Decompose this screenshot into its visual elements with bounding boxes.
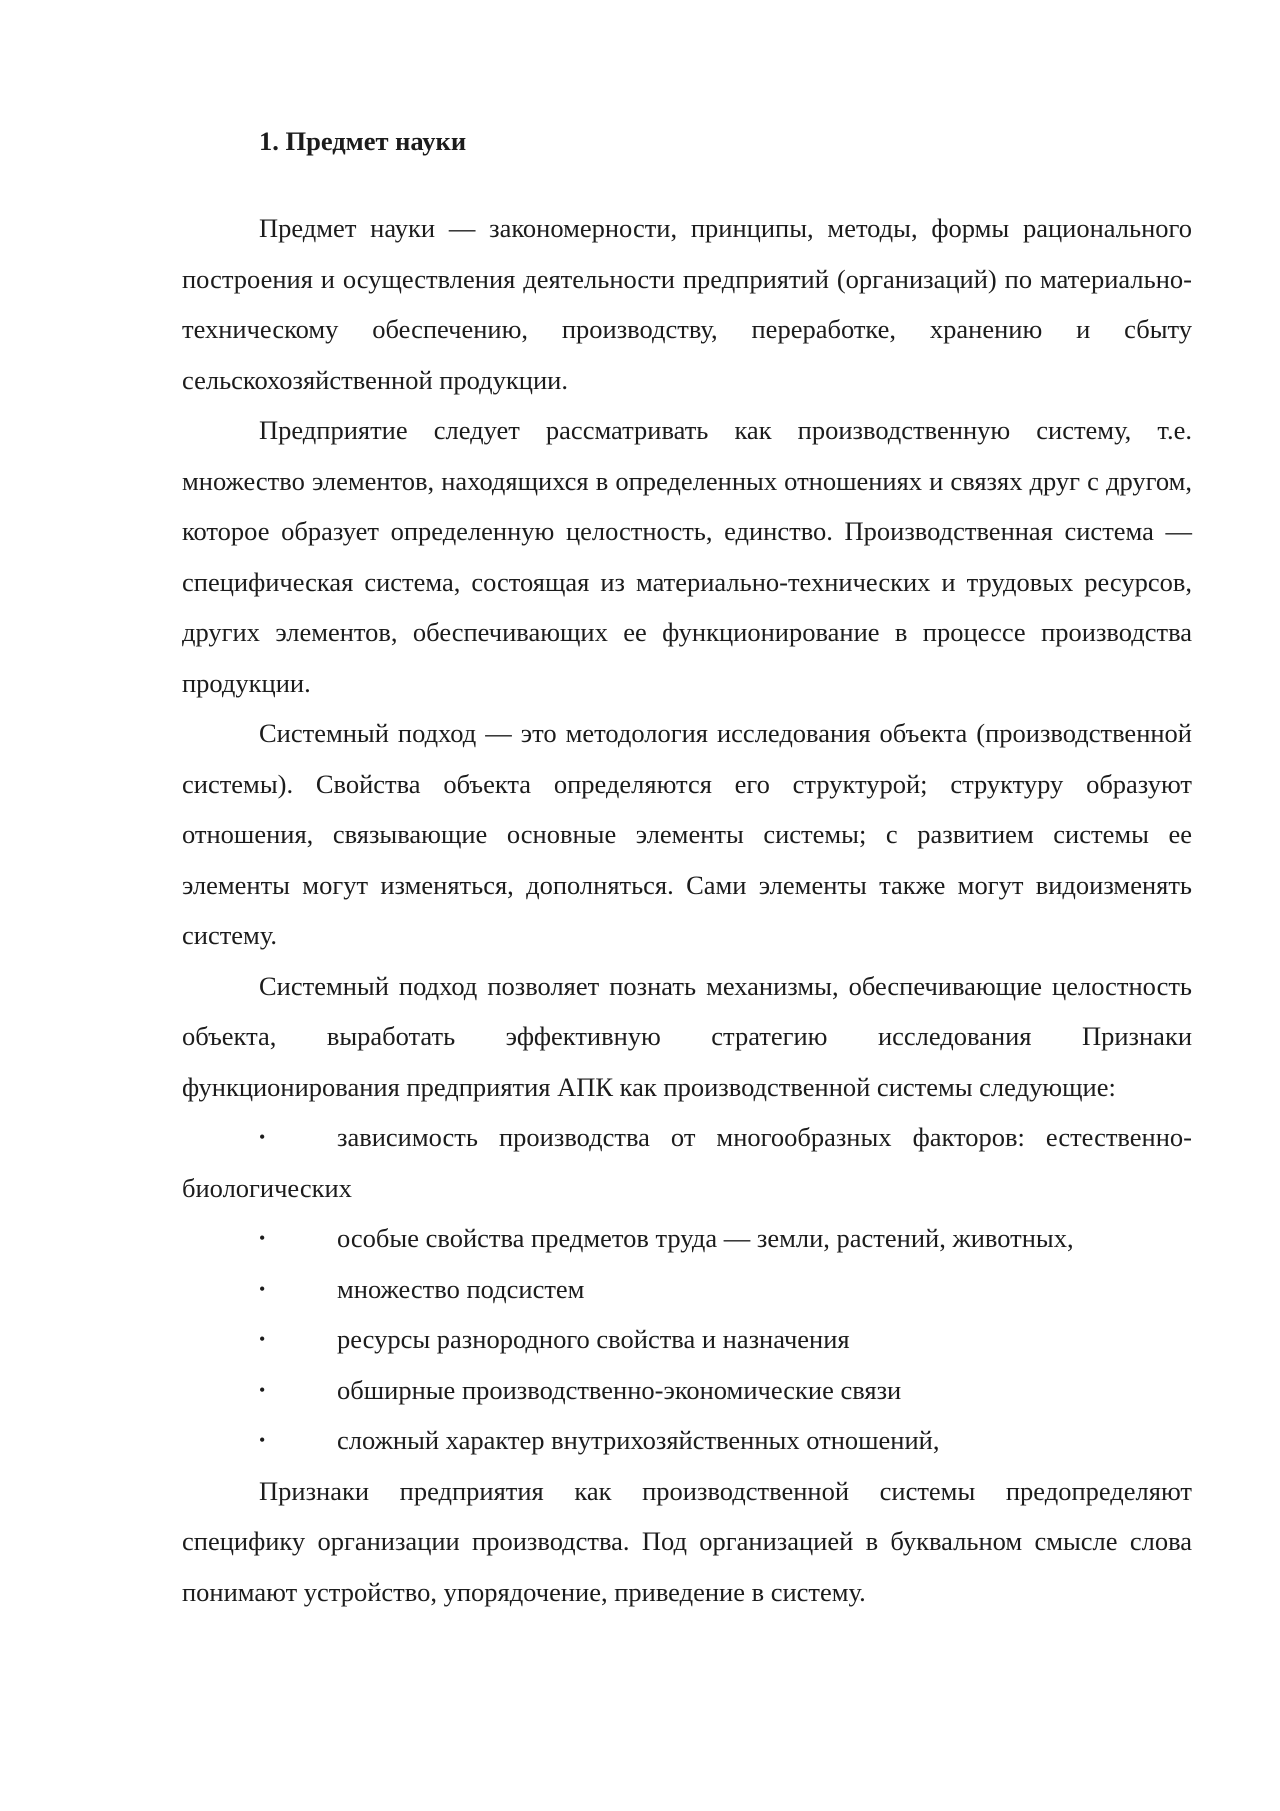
paragraph-system-approach: Системный подход — это методология исследования объекта (производственной системы). Свойства объекта определяются его структурой; структуру образуют отношения, связывающие основные элементы системы; с развитием системы ее элементы могут изменяться, дополняться. Сами элементы также могут видоизменять систему. bbox=[182, 718, 1192, 950]
paragraph-enterprise-system: Предприятие следует рассматривать как производственную систему, т.е. множество элементов, находящихся в определенных отношениях и связях друг с другом, которое образует определенную целостность, единство. Производственная система — специфическая система, состоящая из материально-технических и трудовых ресурсов, других элементов, обеспечивающих ее функционирование в процессе производства продукции. bbox=[182, 415, 1192, 698]
bullet-symbol: • bbox=[259, 1430, 266, 1450]
list-item-text: особые свойства предметов труда — земли, растений, животных, bbox=[337, 1223, 1074, 1253]
features-list bbox=[182, 1112, 1192, 1466]
bullet-symbol: • bbox=[259, 1329, 266, 1349]
section-heading: 1. Предмет науки bbox=[259, 126, 467, 156]
spacer bbox=[182, 166, 1192, 203]
bullet-symbol: • bbox=[259, 1379, 266, 1400]
document-page bbox=[182, 116, 1192, 1617]
list-item bbox=[182, 1213, 1192, 1264]
list-item bbox=[182, 1314, 1192, 1365]
list-item bbox=[182, 1112, 1192, 1213]
bullet-symbol: • bbox=[259, 1127, 266, 1147]
paragraph-subject: Предмет науки — закономерности, принципы, методы, формы рационального построения и осуществления деятельности предприятий (организаций) по материально-техническому обеспечению, производству, переработке, хранению и сбыту сельскохозяйственной продукции. bbox=[182, 213, 1192, 395]
list-item bbox=[182, 1264, 1192, 1315]
list-item-text: обширные производственно-экономические связи bbox=[337, 1374, 902, 1405]
paragraph-closing: Признаки предприятия как производственной системы предопределяют специфику организации производства. Под организацией в буквальном смысле слова понимают устройство, упорядочение, приведение в систему. bbox=[182, 1475, 1192, 1607]
bullet-symbol: • bbox=[259, 1278, 266, 1299]
list-item-text: зависимость производства от многообразных факторов: естественно-биологических bbox=[182, 1122, 1192, 1203]
list-item-text: сложный характер внутрихозяйственных отношений, bbox=[337, 1425, 940, 1455]
list-item bbox=[182, 1365, 1192, 1416]
paragraph-system-approach-features: Системный подход позволяет познать механизмы, обеспечивающие целостность объекта, выработать эффективную стратегию исследования Признаки функционирования предприятия АПК как производственной системы следующие: bbox=[182, 970, 1192, 1102]
bullet-symbol: • bbox=[259, 1228, 266, 1248]
list-item-text: ресурсы разнородного свойства и назначения bbox=[337, 1324, 850, 1354]
list-item bbox=[182, 1415, 1192, 1466]
list-item-text: множество подсистем bbox=[337, 1273, 585, 1304]
